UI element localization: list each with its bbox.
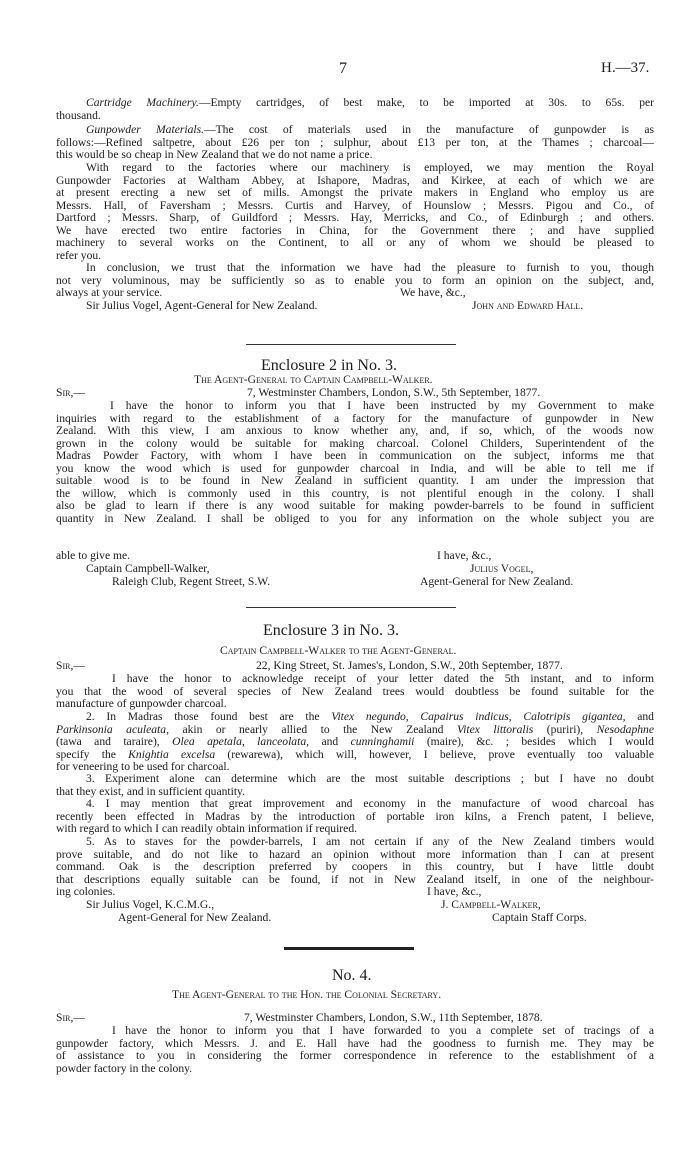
text-line: manufacture of gunpowder charcoal. — [56, 697, 227, 710]
text-run: Vitex littoralis — [456, 722, 534, 736]
text-line: Dartford ; Messrs. Sharp, of Guildford ; Messrs. Hay, Merricks, and Co., of Edinburgh ; and others. — [56, 211, 654, 224]
section-subtitle: The Agent-General to Captain Campbell-Walker. — [194, 373, 433, 386]
text-line: machinery to several works on the Continent, to all or any of whom we should be pleased to — [56, 236, 654, 249]
text-run: (rewarewa), which will, however, I believe, prove eventually too valuable — [215, 747, 654, 761]
salutation: Sir,— — [56, 659, 85, 672]
text-line: thousand. — [56, 108, 101, 122]
text-run: —The cost of materials used in the manufacture of gunpowder is as — [204, 123, 654, 136]
text-run: Gunpowder Materials. — [86, 123, 204, 136]
letter-body — [56, 400, 654, 525]
text-line: command. Oak is the description preferred by coopers in this country, but I have little doubt — [56, 860, 654, 873]
closing-i-have: I have, &c., — [437, 549, 492, 562]
text-line: gunpowder factory, which Messrs. J. and E. Hall have had the goodness to furnish me. They may be — [56, 1036, 654, 1050]
section-title: No. 4. — [332, 967, 372, 984]
section-divider — [246, 344, 456, 345]
recipient-name: Captain Campbell-Walker, — [86, 562, 210, 575]
letter-paragraph-3 — [56, 773, 654, 798]
factories-paragraph — [56, 162, 654, 262]
text-line: Madras Powder Factory, with whom I have been in communication on the subject, informs me that — [56, 449, 654, 462]
text-run: Cartridge Machinery. — [86, 96, 199, 109]
text-run: (puriri), — [533, 722, 597, 736]
text-line: that descriptions equally suitable can be found, if not in New Zealand itself, in one of the neighbour- — [56, 872, 654, 886]
section-divider — [246, 607, 456, 608]
text-line: recently been effected in Madras by the introduction of portable iron kilns, a French patent, I believe, — [56, 809, 654, 823]
section-subtitle: Captain Campbell-Walker to the Agent-General. — [220, 644, 457, 657]
text-line: We have erected two entire factories in China, for the Government there ; and have supplied — [56, 223, 654, 237]
text-line: quantity in New Zealand. I shall be obliged to you for any information on the whole subject you are — [56, 511, 654, 525]
text-run: akin or nearly allied to the New Zealand — [168, 722, 457, 736]
recipient-name: Sir Julius Vogel, K.C.M.G., — [86, 898, 215, 911]
text-line: the willow, which is commonly used in this country, is not plentiful enough in the colony. I shall — [56, 486, 654, 500]
sender-address: 7, Westminster Chambers, London, S.W., 5th September, 1877. — [247, 386, 541, 399]
letter-paragraph-5 — [56, 836, 654, 886]
addressee-line: Sir Julius Vogel, Agent-General for New Zealand. — [86, 299, 318, 312]
signature-title: Agent-General for New Zealand. — [420, 575, 574, 588]
text-run: 2. In Madras those found best are the — [86, 710, 332, 723]
text-line — [56, 124, 654, 137]
text-run: Olea apetala, lanceolata, — [172, 735, 310, 748]
text-line: prove suitable, and do not like to hazard an opinion without more information than I can at present — [56, 847, 654, 861]
closing-line: ing colonies. — [56, 885, 116, 898]
text-line: inquiries with regard to the establishment of a factory for the manufacture of gunpowder in New — [56, 411, 654, 425]
text-line: with regard to which I can readily obtain information if required. — [56, 822, 358, 835]
cartridge-paragraph — [56, 97, 654, 122]
text-line: 5. As to staves for the powder-barrels, I am not certain if any of the New Zealand timbers would — [86, 835, 654, 848]
text-run: Nesodaphne — [596, 722, 654, 736]
section-subtitle: The Agent-General to the Hon. the Colonial Secretary. — [172, 988, 442, 1001]
text-line: this would be so cheap in New Zealand that we do not name a price. — [56, 148, 373, 161]
text-run: cunninghamii — [350, 735, 415, 748]
page-number: 7 — [339, 60, 347, 77]
salutation: Sir,— — [56, 386, 85, 399]
letter-paragraph-2 — [56, 711, 654, 774]
text-run: Knightia excelsa — [128, 747, 216, 761]
closing-line: able to give me. — [56, 549, 131, 562]
text-line: I have the honor to inform you that I have forwarded to you a complete set of tracings of a — [112, 1024, 654, 1037]
text-line: I have the honor to acknowledge receipt of your letter dated the 5th instant, and to inform — [112, 672, 654, 685]
text-line: follows:—Refined saltpetre, about £26 per ton ; sulphur, about £13 per ton, at the Thames ; charcoal— — [56, 135, 654, 149]
text-line: 3. Experiment alone can determine which are the most suitable descriptions ; but I have no doubt — [86, 772, 654, 785]
text-run: (tawa and taraire), — [56, 735, 173, 748]
text-run: Vitex negundo, Capairus indicus, Calotripis gigantea, — [331, 710, 626, 723]
text-run: and — [309, 735, 351, 748]
text-line — [56, 97, 654, 110]
conclusion-paragraph — [56, 262, 654, 287]
text-line: of assistance to you in considering the former correspondence in reference to the establishment of a — [56, 1049, 654, 1062]
text-line: powder factory in the colony. — [56, 1061, 193, 1075]
text-line: Messrs. Hall, of Faversham ; Messrs. Curtis and Harvey, of Hounslow ; Messrs. Pigou and Co., of — [56, 198, 654, 212]
text-run: and — [625, 710, 654, 723]
text-line: Gunpowder Factories at Waltham Abbey, at Ishapore, Madras, and Kirkee, at each of which we are — [56, 173, 654, 187]
text-line: that they exist, and in sufficient quantity. — [56, 784, 246, 798]
text-line: I have the honor to inform you that I have been instructed by my Government to make — [110, 399, 654, 412]
recipient-address: Agent-General for New Zealand. — [118, 911, 272, 924]
text-line: you know the wood which is used for gunpowder charcoal in India, and will be able to tell me if — [56, 461, 654, 475]
text-line: also be glad to learn if there is any wood suitable for making powder-barrels to be found in sufficient — [56, 499, 654, 512]
text-line: In conclusion, we trust that the information we have had the pleasure to furnish to you, though — [86, 261, 654, 274]
letter-paragraph-1 — [56, 673, 654, 711]
signature: J. Campbell-Walker, — [441, 898, 541, 911]
salutation: Sir,— — [56, 1011, 85, 1024]
closing-i-have: I have, &c., — [427, 885, 482, 898]
text-line: not very voluminous, may be sufficiently so as to enable you to form an opinion on the subject, and, — [56, 273, 654, 287]
closing-we-have: We have, &c., — [400, 286, 466, 299]
text-line: With regard to the factories where our machinery is employed, we may mention the Royal — [86, 161, 654, 174]
gunpowder-paragraph — [56, 124, 654, 162]
section-title: Enclosure 3 in No. 3. — [263, 622, 399, 639]
letter-body — [56, 1025, 654, 1075]
text-run: (maire), &c. ; besides which I would — [414, 735, 654, 748]
text-run: specify the — [56, 747, 129, 761]
text-line: for veneering to be used for charcoal. — [56, 760, 230, 773]
text-run: —Empty cartridges, of best make, to be imported at 30s. to 65s. per — [198, 96, 654, 109]
sender-address: 7, Westminster Chambers, London, S.W., 11th September, 1878. — [244, 1011, 543, 1024]
text-line: Zealand. With this view, I am anxious to know whether any, and, if so, which, of the woods now — [56, 424, 654, 437]
signature: Julius Vogel, — [470, 562, 534, 575]
section-title: Enclosure 2 in No. 3. — [261, 357, 397, 374]
letter-paragraph-4 — [56, 798, 654, 836]
signature: John and Edward Hall. — [472, 299, 584, 312]
recipient-address: Raleigh Club, Regent Street, S.W. — [112, 575, 271, 588]
text-line: grown in the colony would be suitable for making charcoal. Colonel Childers, Superintendent of the — [56, 436, 654, 450]
text-line: you that the wood of several species of New Zealand trees would doubtless be found suitable for the — [56, 684, 654, 698]
document-reference: H.—37. — [601, 60, 650, 76]
text-line: refer you. — [56, 248, 102, 262]
signature-title: Captain Staff Corps. — [492, 911, 587, 924]
text-line: 4. I may mention that great improvement and economy in the manufacture of wood charcoal has — [86, 797, 654, 810]
sender-address: 22, King Street, St. James's, London, S.W., 20th September, 1877. — [256, 659, 563, 672]
closing-line: always at your service. — [56, 286, 163, 299]
section-divider — [284, 947, 414, 950]
text-line: at present erecting a new set of mills. Amongst the private makers in England who employ us are — [56, 186, 654, 199]
text-line: suitable wood is to be found in New Zealand in sufficient quantity. I am under the impression that — [56, 474, 654, 487]
text-run: Parkinsonia aculeata, — [56, 722, 169, 736]
